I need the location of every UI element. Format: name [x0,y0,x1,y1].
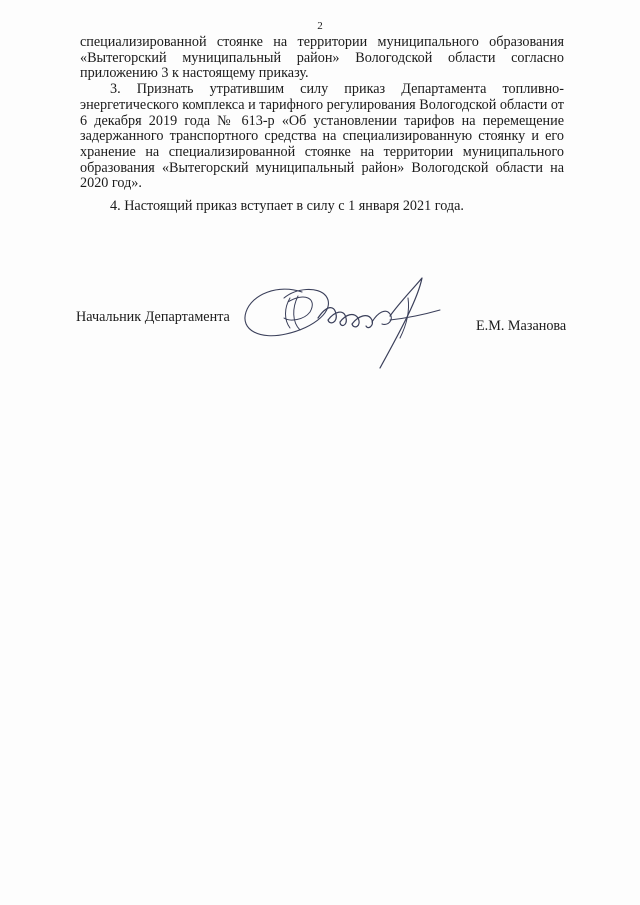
signatory-name: Е.М. Мазанова [476,318,567,334]
signature-icon [240,268,450,378]
paragraph-item-4: 4. Настоящий приказ вступает в силу с 1 января 2021 года. [110,198,464,215]
signatory-title: Начальник Департамента [76,309,230,325]
page-number: 2 [317,20,323,32]
paragraph-item-3: 3. Признать утратившим силу приказ Департамента топливно-энергетического комплекса и тарифного регулирования Вологодской области от 6 декабря 2019 года № 613-р «Об установлении тарифов на перемещение задержанного транспортного средства на специализированную стоянку и его хранение на специализированной стоянке на территории муниципального образования «Вытегорский муниципальный район» Вологодской области на 2020 год». [80,81,564,192]
paragraph-continuation: специализированной стоянке на территории муниципального образования «Вытегорский муниципальный район» Вологодской области согласно приложению 3 к настоящему приказу. [80,34,564,82]
handwritten-signature [240,268,450,378]
document-body [80,35,564,215]
